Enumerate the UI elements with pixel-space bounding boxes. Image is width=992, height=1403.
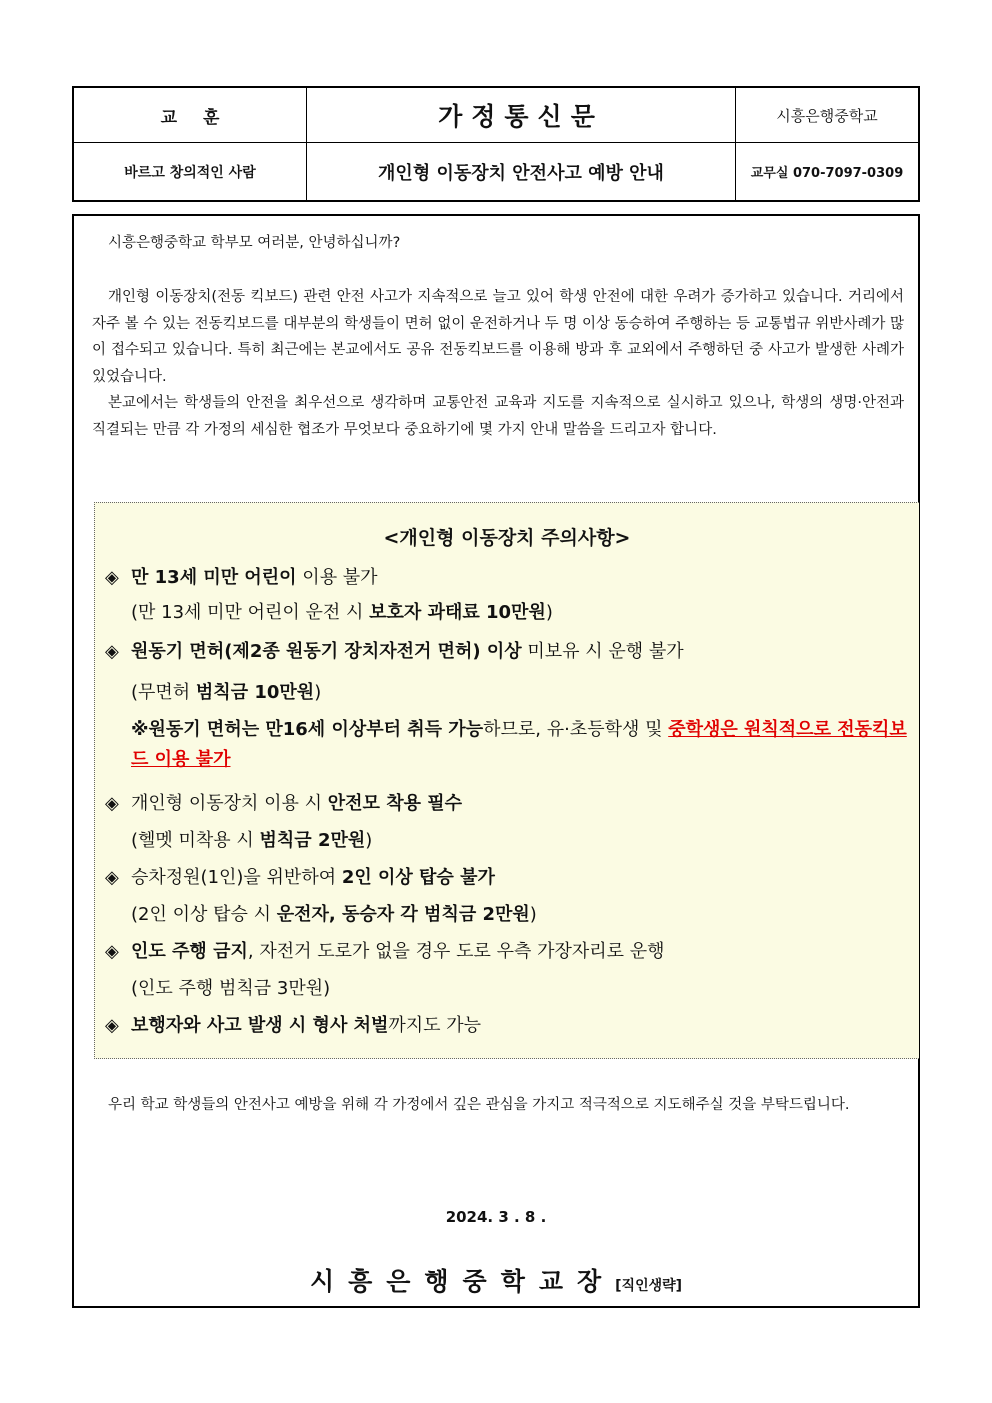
cooperation-paragraph: 본교에서는 학생들의 안전을 최우선으로 생각하며 교통안전 교육과 지도를 지속적으로 실시하고 있으나, 학생의 생명·안전과 직결되는 만큼 각 가정의 세심한 협조가 무엇보다 중요하기에 몇 가지 안내 말씀을 드리고자 합니다. bbox=[92, 395, 904, 438]
document-title: 가정통신문 bbox=[307, 87, 736, 143]
notice-sub-capacity-fine: (2인 이상 탑승 시 운전자, 동승자 각 범칙금 2만원) bbox=[131, 904, 537, 925]
seal-omitted-note: [직인생략] bbox=[615, 1278, 683, 1294]
notice-sub-age-fine: (만 13세 미만 어린이 운전 시 보호자 과태료 10만원) bbox=[131, 602, 553, 623]
office-phone: 교무실 070-7097-0309 bbox=[736, 143, 920, 202]
notice-item-sidewalk: ◈ 인도 주행 금지, 자전거 도로가 없을 경우 도로 우측 가장자리로 운행 bbox=[105, 935, 915, 969]
greeting: 시흥은행중학교 학부모 여러분, 안녕하십니까? bbox=[108, 235, 401, 251]
school-name: 시흥은행중학교 bbox=[736, 87, 920, 143]
principal-signature bbox=[74, 1262, 918, 1298]
notice-item-capacity: ◈ 승차정원(1인)을 위반하여 2인 이상 탑승 불가 bbox=[105, 861, 915, 895]
diamond-bullet-icon: ◈ bbox=[105, 567, 119, 588]
header-table bbox=[72, 86, 920, 202]
notice-sub-sidewalk-fine: (인도 주행 범칙금 3만원) bbox=[131, 978, 331, 999]
principal-title: 시흥은행중학교장 bbox=[309, 1267, 616, 1296]
notice-sub-license-fine: (무면허 범칙금 10만원) bbox=[131, 682, 322, 703]
notice-item-pedestrian: ◈ 보행자와 사고 발생 시 형사 처벌까지도 가능 bbox=[105, 1009, 915, 1043]
notice-title: <개인형 이동장치 주의사항> bbox=[383, 527, 631, 549]
intro-paragraph: 개인형 이동장치(전동 킥보드) 관련 안전 사고가 지속적으로 늘고 있어 학생 안전에 대한 우려가 증가하고 있습니다. 거리에서 자주 볼 수 있는 전동킥보드를 대부분의 학생들이 면허 없이 운전하거나 두 명 이상 동승하여 주행하는 등 교통법규 위반사례가 많이 접수되고 있습니다. 특히 최근에는 본교에서도 공유 전동킥보드를 이용해 방과 후 교외에서 주행하던 중 사고가 발생한 사례가 있었습니다. bbox=[92, 289, 904, 385]
letter-date: 2024. 3 . 8 . bbox=[445, 1208, 547, 1226]
diamond-bullet-icon: ◈ bbox=[105, 641, 119, 662]
middle-school-prohibition: 중학생은 원칙적으로 전동킥보드 이용 불가 bbox=[131, 719, 907, 770]
document-subject: 개인형 이동장치 안전사고 예방 안내 bbox=[307, 143, 736, 202]
diamond-bullet-icon: ◈ bbox=[105, 867, 119, 888]
notice-box bbox=[94, 502, 919, 1059]
notice-license-note: ※원동기 면허는 만16세 이상부터 취득 가능하므로, 유·초등학생 및 중학생은 원칙적으로 전동킥보드 이용 불가 bbox=[131, 719, 907, 770]
diamond-bullet-icon: ◈ bbox=[105, 793, 119, 814]
notice-sub-helmet-fine: (헬멧 미착용 시 범칙금 2만원) bbox=[131, 830, 373, 851]
letter-body bbox=[72, 214, 920, 1308]
diamond-bullet-icon: ◈ bbox=[105, 1015, 119, 1036]
notice-item-helmet: ◈ 개인형 이동장치 이용 시 안전모 착용 필수 bbox=[105, 787, 915, 821]
diamond-bullet-icon: ◈ bbox=[105, 941, 119, 962]
notice-item-age: ◈ 만 13세 미만 어린이 이용 불가 bbox=[105, 561, 915, 595]
closing-paragraph: 우리 학교 학생들의 안전사고 예방을 위해 각 가정에서 깊은 관심을 가지고 적극적으로 지도해주실 것을 부탁드립니다. bbox=[108, 1097, 850, 1113]
motto-heading: 교훈 bbox=[73, 87, 307, 143]
notice-item-license: ◈ 원동기 면허(제2종 원동기 장치자전거 면허) 이상 미보유 시 운행 불가 bbox=[105, 635, 915, 669]
school-motto: 바르고 창의적인 사람 bbox=[73, 143, 307, 202]
